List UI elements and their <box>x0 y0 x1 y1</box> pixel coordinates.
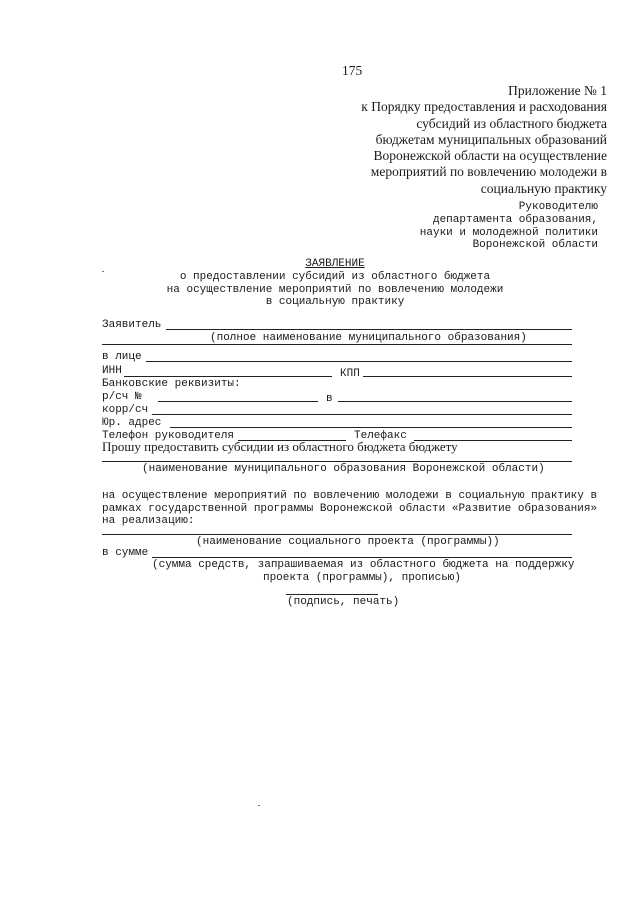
appendix-line: субсидий из областного бюджета <box>416 115 607 131</box>
appendix-line: социальную практику <box>480 180 607 196</box>
amount-field-line <box>152 557 572 558</box>
municipality-caption: (наименование муниципального образования Воронежской области) <box>142 463 545 475</box>
purpose-line: рамках государственной программы Воронежской области «Развитие образования» <box>102 502 598 515</box>
in-person-field-line <box>146 361 572 362</box>
addressee-line: департамента образования, <box>432 213 598 226</box>
inn-field-line <box>124 376 332 377</box>
appendix-line: Воронежской области на осуществление <box>373 148 607 164</box>
amount-caption <box>152 559 575 584</box>
kpp-field-line <box>363 376 572 377</box>
bank-name-field-line <box>338 401 572 402</box>
purpose-line: на реализацию: <box>102 515 195 527</box>
bank-details-label: Банковские реквизиты: <box>102 378 241 390</box>
addressee-block <box>338 201 598 252</box>
request-text: Прошу предоставить субсидии из областного бюджета бюджету <box>102 439 458 454</box>
addressee-line: Руководителю <box>518 201 598 213</box>
project-field-line <box>102 534 572 535</box>
corr-account-field-line <box>152 414 572 415</box>
amount-label: в сумме <box>102 547 149 559</box>
applicant-label: Заявитель <box>102 319 162 331</box>
document-title: ЗАЯВЛЕНИЕ <box>305 258 365 270</box>
blank-line <box>102 344 572 345</box>
scan-speck <box>102 271 104 272</box>
subtitle-line: в социальную практику <box>265 296 405 309</box>
applicant-field-line <box>166 329 572 330</box>
appendix-line: мероприятий по вовлечению молодежи в <box>370 164 607 180</box>
appendix-line: Приложение № 1 <box>508 83 607 98</box>
applicant-caption: (полное наименование муниципального образования) <box>210 332 527 344</box>
appendix-line: бюджетам муниципальных образований <box>375 131 607 147</box>
inn-label: ИНН <box>102 365 122 377</box>
page-number: 175 <box>342 63 363 78</box>
appendix-block <box>307 83 607 197</box>
bank-in-label: в <box>326 393 333 405</box>
addressee-line: Воронежской области <box>472 239 598 252</box>
kpp-label: КПП <box>340 368 360 380</box>
signature-field-line <box>286 594 378 595</box>
subtitle-line: о предоставлении субсидий из областного бюджета <box>179 271 491 283</box>
account-field-line <box>158 401 318 402</box>
project-caption: (наименование социального проекта (программы)) <box>196 536 500 548</box>
purpose-paragraph <box>102 490 597 528</box>
scan-speck <box>258 805 260 806</box>
account-label: р/сч № <box>102 391 142 403</box>
purpose-line: на осуществление мероприятий по вовлечению молодежи в социальную практику в <box>102 490 598 502</box>
addressee-line: науки и молодежной политики <box>419 226 598 239</box>
appendix-line: к Порядку предоставления и расходования <box>361 99 607 115</box>
amount-caption-line: проекта (программы), прописью) <box>262 571 462 584</box>
subtitle-line: на осуществление мероприятий по вовлечению молодежи <box>166 283 504 296</box>
fax-label: Телефакс <box>354 430 407 442</box>
legal-address-label: Юр. адрес <box>102 417 162 429</box>
legal-address-field-line <box>170 427 572 428</box>
signature-caption: (подпись, печать) <box>287 596 400 608</box>
document-subtitle <box>150 271 520 309</box>
head-phone-label: Телефон руководителя <box>102 430 235 442</box>
amount-caption-line: (сумма средств, запрашиваемая из областного бюджета на поддержку <box>152 559 575 571</box>
municipality-field-line <box>102 461 572 462</box>
in-person-label: в лице <box>102 351 142 363</box>
corr-account-label: корр/сч <box>102 404 149 416</box>
